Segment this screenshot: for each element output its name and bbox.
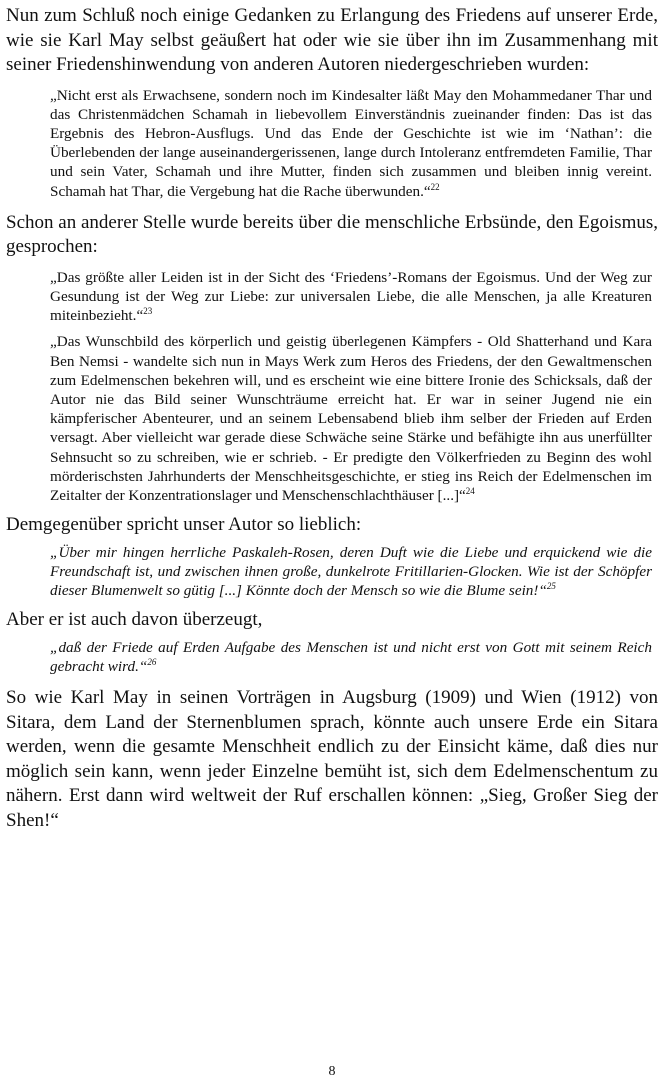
quote-roses-text: „Über mir hingen herrliche Paskaleh-Rosen, deren Duft wie die Liebe und erquickend wie die Freundschaft ist, und zwischen ihnen große, dunkelrote Fritillarien-Glocken. Wie ist der Schöpfer dieser Blumenwelt so gütig [...] Könnte doch der Mensch so wie die Blume sein!“ — [50, 543, 652, 600]
quote-egoism — [50, 268, 652, 326]
paragraph-ueberzeugt: Aber er ist auch davon überzeugt, — [6, 609, 263, 631]
footnote-ref-23: 23 — [143, 306, 153, 317]
footnote-ref-24: 24 — [465, 485, 475, 496]
page-number: 8 — [328, 1064, 336, 1079]
paragraph-sitara: So wie Karl May in seinen Vorträgen in Augsburg (1909) und Wien (1912) von Sitara, dem Land der Sternenblumen sprach, könnte auch unsere Erde ein Sitara werden, wenn die gesamte Menschheit endlich zu der Einsicht käme, daß dies nur möglich sein kann, wenn jeder Einzelne bemüht ist, sich dem Edelmenschentum zu nähern. Erst dann wird weltweit der Ruf erschallen können: „Sieg, Großer Sieg der Shen!“ — [6, 687, 658, 831]
quote-egoism-text: „Das größte aller Leiden ist in der Sicht des ‘Friedens’-Romans der Egoismus. Und der Weg zur Gesundung ist der Weg zur Liebe: zur universalen Liebe, die alle Menschen, ja alle Kreaturen miteinbezieht.“ — [50, 268, 652, 325]
quote-roses — [50, 543, 652, 601]
footnote-ref-22: 22 — [430, 181, 440, 192]
quote-friede-text: „daß der Friede auf Erden Aufgabe des Menschen ist und nicht erst von Gott mit seinem Reich gebracht wird.“ — [50, 638, 652, 675]
paragraph-intro: Nun zum Schluß noch einige Gedanken zu Erlangung des Friedens auf unserer Erde, wie sie Karl May selbst geäußert hat oder wie sie über ihn im Zusammenhang mit seiner Friedenshinwendung von anderen Autoren niedergeschrieben wurden: — [6, 5, 658, 75]
footnote-ref-25: 25 — [546, 581, 556, 592]
document-page — [6, 4, 658, 833]
paragraph-lieblich: Demgegenüber spricht unser Autor so lieblich: — [6, 514, 362, 536]
quote-nathan-text: „Nicht erst als Erwachsene, sondern noch im Kindesalter läßt May den Mohammedaner Thar und das Christenmädchen Schamah in liebevollem Einverständnis zueinander finden: Das ist das Ergebnis des Hebron-Ausflugs. Und das Ende der Geschichte ist wie im ‘Nathan’: die Überlebenden der lange auseinandergerissenen, lange durch Intoleranz entfremdeten Familie, Thar und sein Vater, Schamah und ihre Mutter, finden sich zusammen und bleiben innig vereint. Schamah hat Thar, die Vergebung hat die Rache überwunden.“ — [50, 86, 652, 200]
quote-wunschbild-text: „Das Wunschbild des körperlich und geistig überlegenen Kämpfers - Old Shatterhand und Kara Ben Nemsi - wandelte sich nun in Mays Werk zum Heros des Friedens, der den Gewaltmenschen zum Edelmenschen bekehren will, und es erscheint wie eine bittere Ironie des Schicksals, daß der Autor nie das Bild seiner Wunschträume erreicht hat. Er war in seiner Jugend nie ein kämpferischer Abenteurer, und an seinem Lebensabend blieb ihm selber der Frieden auf Erden versagt. Aber vielleicht war gerade diese Schwäche seine Stärke und befähigte ihn aus unerfüllter Sehnsucht so zu schreiben, wie er schrieb. - Er predigte den Völkerfrieden zu Beginn des wohl mörderischsten Jahrhunderts der Menschheitsgeschichte, er stieg ins Reich der Edelmenschen im Zeitalter der Konzentrationslager und Menschenschlachthäuser [...]“ — [50, 333, 652, 504]
quote-nathan — [50, 86, 652, 201]
paragraph-egoism: Schon an anderer Stelle wurde bereits über die menschliche Erbsünde, den Egoismus, gesprochen: — [6, 211, 658, 258]
footnote-ref-26: 26 — [147, 656, 157, 667]
quote-friede — [50, 638, 652, 676]
quote-wunschbild — [50, 332, 652, 505]
